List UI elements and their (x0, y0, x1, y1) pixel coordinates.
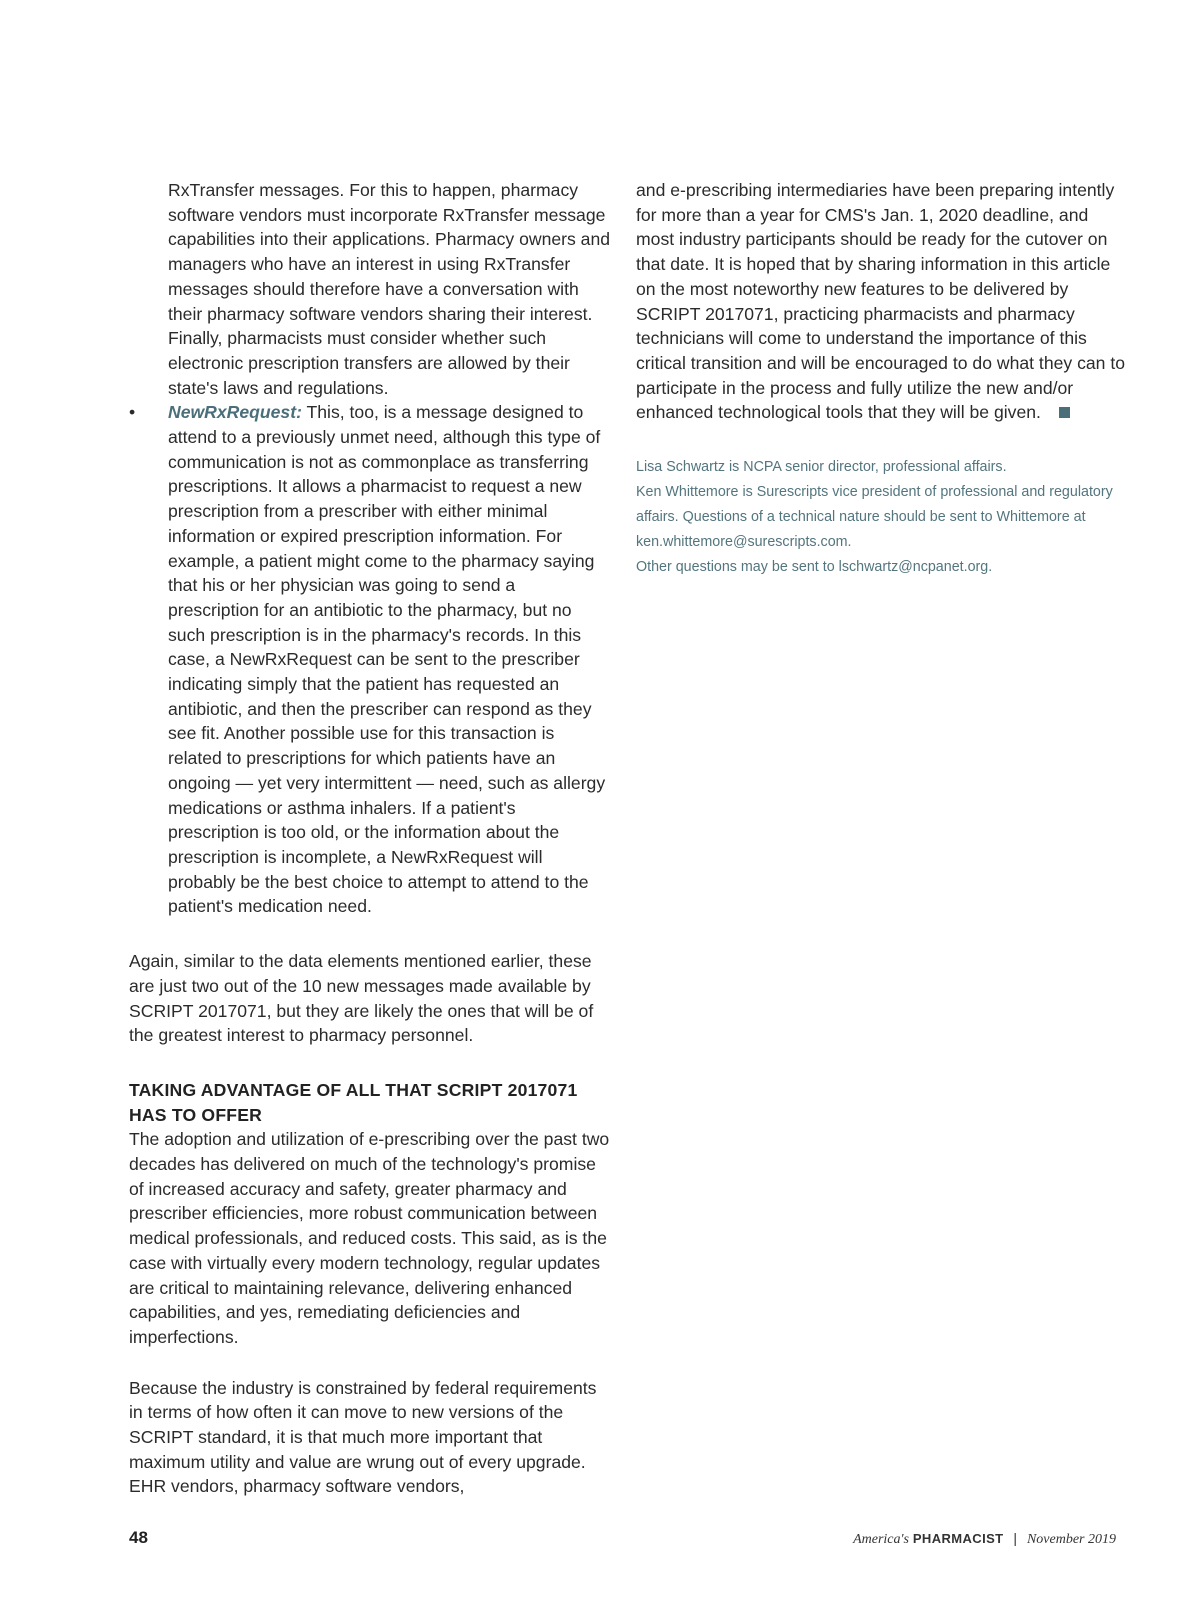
bullet-rxtransfer-continuation: RxTransfer messages. For this to happen, pharmacy software vendors must incorporate RxTransfer message capabilities into their applications. Pharmacy owners and managers who have an interest in using RxTransfer messages should therefore have a conversation with their pharmacy software vendors sharing their interest. Finally, pharmacists must consider whether such electronic prescription transfers are allowed by their state's laws and regulations. (168, 180, 611, 398)
section-subhead: TAKING ADVANTAGE OF ALL THAT SCRIPT 2017071 HAS TO OFFER (129, 1079, 578, 1125)
magazine-prefix: America's (853, 1532, 909, 1547)
paragraph-because: Because the industry is constrained by federal requirements in terms of how often it can move to new versions of the SCRIPT standard, it is that much more important that maximum utility and value are wrung out of every upgrade. EHR vendors, pharmacy software vendors, (129, 1377, 597, 1497)
paragraph-again: Again, similar to the data elements mentioned earlier, these are just two out of the 10 new messages made available by SCRIPT 2017071, but they are likely the ones that will be of the greatest interest to pharmacy personnel. (129, 951, 594, 1046)
page-number: 48 (129, 1528, 148, 1547)
paragraph-adoption: The adoption and utilization of e-prescribing over the past two decades has delivered on much of the technology's promise of increased accuracy and safety, greater pharmacy and prescriber efficiencies, more robust communication between medical professionals, and reduced costs. This said, as is the case with virtually every modern technology, regular updates are critical to maintaining relevance, delivering enhanced capabilities, and yes, remediating deficiencies and imperfections. (129, 1129, 610, 1347)
footer-separator: | (1013, 1530, 1018, 1546)
magazine-name: PHARMACIST (912, 1531, 1004, 1546)
bio-schwartz: Lisa Schwartz is NCPA senior director, professional affairs. (636, 459, 1007, 476)
bio-whittemore: Ken Whittemore is Surescripts vice president of professional and regulatory affairs. Questions of a technical nature should be sent to Whittemore at ken.whittemore@surescripts.com. (636, 484, 1113, 551)
bio-other-questions: Other questions may be sent to lschwartz@ncpanet.org. (636, 559, 993, 576)
bullet-marker: • (129, 402, 136, 423)
right-column (636, 178, 1126, 580)
bullet-newrxrequest-text (168, 400, 611, 919)
paragraph-conclusion-text: and e-prescribing intermediaries have been preparing intently for more than a year for CMS's Jan. 1, 2020 deadline, and most industry participants should be ready for the cutover on that date. It is hoped that by sharing information in this article on the most noteworthy new features to be delivered by SCRIPT 2017071, practicing pharmacists and pharmacy technicians will come to understand the importance of this critical transition and will be encouraged to do what they can to participate in the process and fully utilize the new and/or enhanced technological tools that they will be given. (636, 180, 1125, 423)
bullet-newrxrequest (129, 400, 611, 919)
end-mark-square-icon (1059, 407, 1070, 418)
running-footer (853, 1530, 1116, 1548)
left-column (129, 178, 611, 1499)
issue-date: November 2019 (1026, 1532, 1116, 1547)
paragraph-conclusion (636, 178, 1126, 425)
bullet-newrxrequest-body: This, too, is a message designed to attend to a previously unmet need, although this type of communication is not as commonplace as transferring prescriptions. It allows a pharmacist to request a new prescription from a prescriber with either minimal information or expired prescription information. For example, a patient might come to the pharmacy saying that his or her physician was going to send a prescription for an antibiotic to the pharmacy, but no such prescription is in the pharmacy's records. In this case, a NewRxRequest can be sent to the prescriber indicating simply that the patient has requested an antibiotic, and then the prescriber can respond as they see fit. Another possible use for this transaction is related to prescriptions for which patients have an ongoing — yet very intermittent — need, such as allergy medications or asthma inhalers. If a patient's prescription is too old, or the information about the prescription is incomplete, a NewRxRequest will probably be the best choice to attempt to attend to the patient's medication need. (168, 402, 606, 917)
term-newrxrequest: NewRxRequest: (168, 402, 302, 423)
author-bio (636, 455, 1126, 580)
